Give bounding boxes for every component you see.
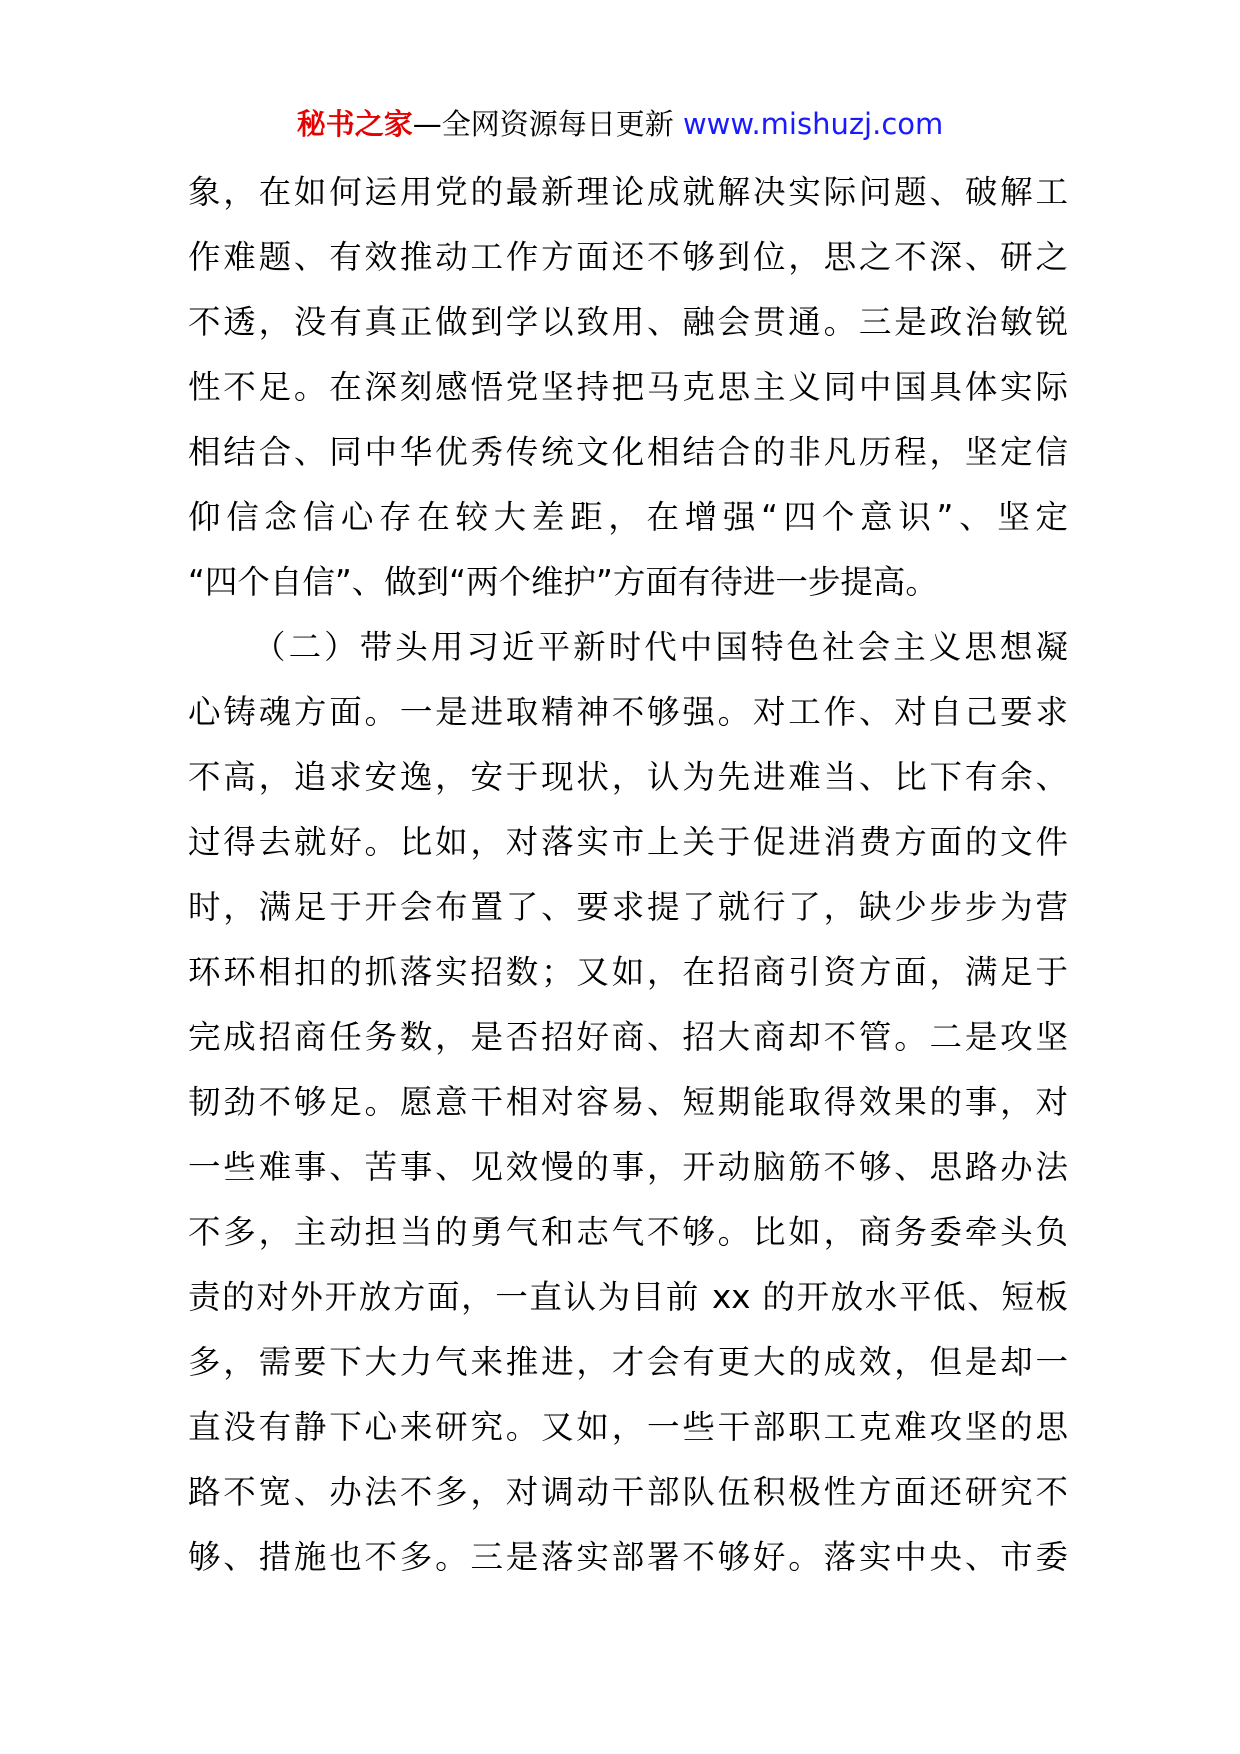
text-line: 完成招商任务数，是否招好商、招大商却不管。二是攻坚 <box>188 1018 1068 1056</box>
header-tagline: —全网资源每日更新 <box>412 107 683 141</box>
brand-name: 秘书之家 <box>296 107 413 141</box>
text-line: 象，在如何运用党的最新理论成就解决实际问题、破解工 <box>188 173 1068 211</box>
text-line: 过得去就好。比如，对落实市上关于促进消费方面的文件 <box>188 823 1068 861</box>
text-line: 不高，追求安逸，安于现状，认为先进难当、比下有余、 <box>188 758 1068 796</box>
text-line: “四个自信”、做到“两个维护”方面有待进一步提高。 <box>188 563 938 601</box>
text-line: 够、措施也不多。三是落实部署不够好。落实中央、市委 <box>188 1538 1068 1576</box>
text-line: 仰信念信心存在较大差距，在增强“四个意识”、坚定 <box>188 498 1068 536</box>
text-line: 相结合、同中华优秀传统文化相结合的非凡历程，坚定信 <box>188 433 1068 471</box>
text-line: 不透，没有真正做到学以致用、融会贯通。三是政治敏锐 <box>188 303 1068 341</box>
text-line: 直没有静下心来研究。又如，一些干部职工克难攻坚的思 <box>188 1408 1068 1446</box>
section-heading-line: （二）带头用习近平新时代中国特色社会主义思想凝 <box>253 628 1068 666</box>
text-line: 责的对外开放方面，一直认为目前 xx 的开放水平低、短板 <box>188 1278 1068 1316</box>
text-line: 一些难事、苦事、见效慢的事，开动脑筋不够、思路办法 <box>188 1148 1068 1186</box>
text-line: 路不宽、办法不多，对调动干部队伍积极性方面还研究不 <box>188 1473 1068 1511</box>
text-line: 作难题、有效推动工作方面还不够到位，思之不深、研之 <box>188 238 1068 276</box>
site-header <box>0 100 1240 148</box>
text-line: 不多，主动担当的勇气和志气不够。比如，商务委牵头负 <box>188 1213 1068 1251</box>
document-body <box>188 160 1068 1590</box>
text-line: 环环相扣的抓落实招数；又如，在招商引资方面，满足于 <box>188 953 1068 991</box>
text-line: 心铸魂方面。一是进取精神不够强。对工作、对自己要求 <box>188 693 1068 731</box>
site-url-link[interactable]: www.mishuzj.com <box>682 107 944 141</box>
text-line: 多，需要下大力气来推进，才会有更大的成效，但是却一 <box>188 1343 1068 1381</box>
text-line: 韧劲不够足。愿意干相对容易、短期能取得效果的事，对 <box>188 1083 1068 1121</box>
text-line: 时，满足于开会布置了、要求提了就行了，缺少步步为营 <box>188 888 1068 926</box>
text-line: 性不足。在深刻感悟党坚持把马克思主义同中国具体实际 <box>188 368 1068 406</box>
